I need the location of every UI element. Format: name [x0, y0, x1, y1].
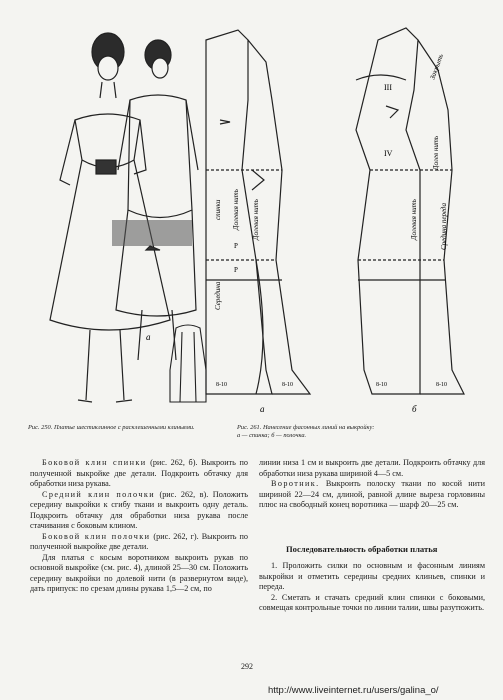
pattern-label-front-mid: Средина переда	[440, 203, 448, 250]
pattern-label-close: Закрыть	[428, 52, 446, 81]
paragraph-text: линии низа 1 см и выкроить две детали. Подкроить обтачку для обработки низа рукава шириной 4—5 см.	[259, 458, 485, 478]
paragraph-text: (рис. 262, г). Выкроить по полученной выкройке две детали.	[30, 531, 249, 551]
figure-261-number: Рис. 261.	[237, 424, 262, 431]
section-title: Последовательность обработки платья	[286, 544, 438, 554]
paragraph-text: (рис. 262, в). Положить середину выкройки к сгибу ткани и выкроить одну деталь. Подкроить обтачку для обработки низа рукава после стачивания с боковым клином.	[30, 489, 249, 530]
pattern-label-dart-front: Долев нить	[432, 135, 440, 170]
figures-illustration	[20, 10, 490, 420]
figure-261-caption	[237, 424, 487, 440]
paragraph	[259, 479, 485, 511]
pattern-label-grain-front: Долевая нить	[410, 199, 418, 240]
figure-261-label-b: б	[412, 404, 417, 414]
text-column-right	[259, 458, 485, 511]
figure-261-text: Нанесение фасонных линий на выкройку:	[262, 424, 375, 431]
fashion-sketch-woman-2	[112, 40, 198, 360]
pattern-label-roman-4: IV	[384, 149, 393, 158]
figure-261-label-a: а	[260, 404, 265, 414]
figure-250-label-a: а	[146, 332, 151, 342]
paragraph-text: Выкроить полоску ткани по косой нити шириной 22—24 см, длиной, равной длине выреза горловины плюс на свободный конец воротника — шарф 20—25 см.	[259, 479, 485, 509]
paragraph-lead: Боковой клин спинки	[42, 458, 147, 467]
section-paragraph: 2. Сметать и стачать средний клин спинки с боковыми, совмещая контрольные точки по линии талии, швы разутюжить.	[259, 592, 485, 612]
paragraph-lead: Средний клин полочки	[42, 489, 155, 499]
pattern-label-size-2: 8-10	[282, 382, 293, 388]
paragraph-lead: Воротник.	[271, 479, 320, 488]
pattern-label-size-3: 8-10	[376, 382, 387, 388]
paragraph-text: (рис. 262, б). Выкроить по полученной выкройке две детали. Подкроить обтачку для обработки низа рукава.	[30, 458, 248, 488]
pattern-label-roman-3: III	[384, 83, 392, 92]
section-paragraph: 1. Проложить силки по основным и фасонным линиям выкройки и отметить середины средних клиньев, спинки и переда.	[259, 561, 485, 591]
paragraph	[259, 458, 485, 479]
fashion-sketch-dress-flat	[170, 325, 206, 402]
footer-url[interactable]: http://www.liveinternet.ru/users/galina_o/	[268, 685, 439, 696]
page-number: 292	[241, 662, 253, 671]
paragraph-lead: Боковой клин полочки	[42, 531, 151, 541]
paragraph-text: Для платья с косым воротником выкроить рукав по основной выкройке (см. рис. 4), длиной 25—30 см. Положить середину выкройки по долевой нити (в развернутом виде), дать припуск: по срезам длины рукава 1,5—2 см, по	[30, 552, 248, 593]
pattern-label-grain-2: Долевая нить	[252, 199, 260, 240]
paragraph	[30, 458, 248, 490]
paragraph	[30, 553, 248, 595]
paragraph	[30, 532, 248, 553]
pattern-label-letter-p: Р	[234, 266, 238, 274]
pattern-label-letter-r: Р	[234, 242, 238, 250]
pattern-label-grain-1: Долевая нить	[232, 189, 240, 230]
pattern-label-back-fold: спинки	[214, 199, 222, 220]
pattern-label-size-1: 8-10	[216, 382, 227, 388]
figure-250-caption	[28, 424, 218, 432]
section-body	[259, 561, 485, 614]
pattern-label-back-center: Середина	[214, 281, 222, 310]
figure-250-text: Платье шестиклинное с расклешенными клиньями.	[53, 424, 195, 431]
pattern-label-size-4: 8-10	[436, 382, 447, 388]
figure-261-legend: а — спинка; б — полочка.	[237, 432, 307, 439]
text-column-left	[30, 458, 248, 595]
paragraph	[30, 490, 248, 532]
figure-250-number: Рис. 250.	[28, 424, 53, 431]
